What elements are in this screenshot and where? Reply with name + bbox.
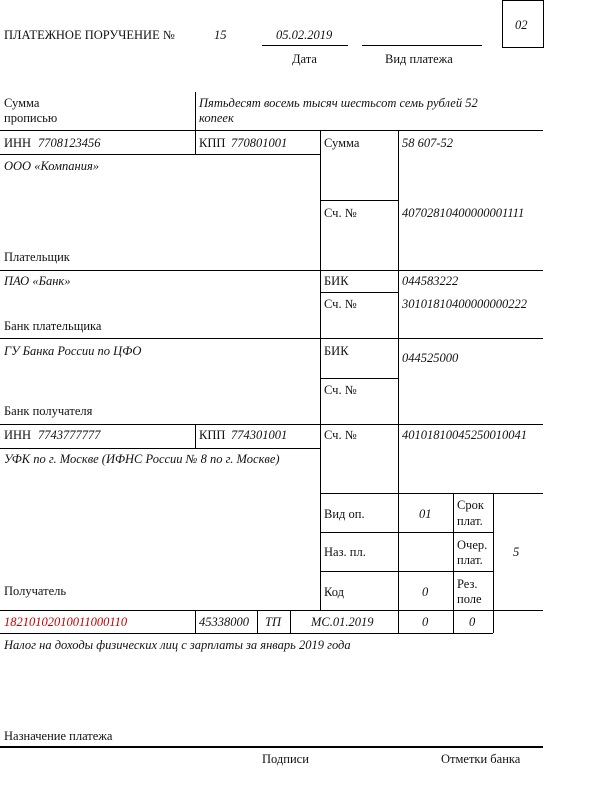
tax-basis: ТП — [265, 615, 281, 629]
amount-words-line-2: копеек — [199, 111, 234, 125]
payer-name: ООО «Компания» — [4, 159, 100, 173]
payer-account: 40702810400000001111 — [402, 206, 525, 220]
recipient-label: Получатель — [4, 584, 67, 598]
recipient-account: 40101810045250010041 — [402, 428, 527, 442]
oktmo: 45338000 — [199, 615, 249, 629]
recipient-name: УФК по г. Москве (ИФНС России № 8 по г. Москве) — [4, 452, 280, 466]
payer-bank-name: ПАО «Банк» — [4, 274, 71, 288]
order-label-2: плат. — [457, 553, 483, 567]
document-date: 05.02.2019 — [276, 28, 333, 42]
code-label: Код — [324, 585, 344, 599]
recipient-bank-label: Банк получателя — [4, 404, 93, 418]
payer-sum-label: Сумма — [324, 136, 360, 150]
reserve-label-2: поле — [457, 592, 482, 606]
recipient-account-label: Сч. № — [324, 428, 357, 442]
order-value: 5 — [513, 545, 520, 559]
kbk: 18210102010011000110 — [4, 615, 128, 629]
recipient-kpp: 774301001 — [231, 428, 288, 442]
payer-inn: 7708123456 — [38, 136, 101, 150]
amount-words-label-2: прописью — [4, 111, 58, 125]
payment-type-underline — [362, 45, 482, 46]
payer-bank-bik: 044583222 — [402, 274, 459, 288]
term-label-1: Срок — [457, 498, 484, 512]
document-title: ПЛАТЕЖНОЕ ПОРУЧЕНИЕ № — [4, 28, 175, 42]
op-type: 01 — [419, 507, 432, 521]
purpose-code-label: Наз. пл. — [324, 545, 366, 559]
recipient-kpp-label: КПП — [199, 428, 226, 442]
payer-bank-account-label: Сч. № — [324, 297, 357, 311]
payer-bank-label: Банк плательщика — [4, 319, 102, 333]
payer-kpp: 770801001 — [231, 136, 288, 150]
recipient-bank-bik: 044525000 — [402, 351, 459, 365]
payer-account-label: Сч. № — [324, 206, 357, 220]
recipient-bank-bik-label: БИК — [324, 344, 349, 358]
order-label-1: Очер. — [457, 538, 488, 552]
payer-sum: 58 607-52 — [402, 136, 454, 150]
amount-words-label-1: Сумма — [4, 96, 40, 110]
payment-purpose-label: Назначение платежа — [4, 729, 113, 743]
payer-inn-label: ИНН — [4, 136, 32, 150]
reserve-label-1: Рез. — [457, 577, 478, 591]
recipient-bank-name: ГУ Банка России по ЦФО — [4, 344, 142, 358]
tax-doc-number: 0 — [422, 615, 429, 629]
document-number: 15 — [214, 28, 227, 42]
code-value: 0 — [422, 585, 429, 599]
term-label-2: плат. — [457, 514, 483, 528]
date-label: Дата — [292, 52, 317, 66]
payer-bank-account: 30101810400000000222 — [402, 297, 527, 311]
form-code: 02 — [515, 18, 528, 32]
payment-purpose-text: Налог на доходы физических лиц с зарплаты за январь 2019 года — [4, 638, 351, 652]
payment-type-label: Вид платежа — [385, 52, 453, 66]
payer-label: Плательщик — [4, 250, 70, 264]
payer-kpp-label: КПП — [199, 136, 226, 150]
recipient-inn-label: ИНН — [4, 428, 32, 442]
recipient-inn: 7743777777 — [38, 428, 101, 442]
payer-bank-bik-label: БИК — [324, 274, 349, 288]
recipient-bank-account-label: Сч. № — [324, 383, 357, 397]
amount-words-line-1: Пятьдесят восемь тысяч шестьсот семь рублей 52 — [199, 96, 478, 110]
bank-marks-label: Отметки банка — [441, 752, 521, 766]
tax-period: МС.01.2019 — [311, 615, 374, 629]
signatures-label: Подписи — [262, 752, 309, 766]
op-type-label: Вид оп. — [324, 507, 365, 521]
form-code-box — [502, 0, 544, 48]
tax-doc-date: 0 — [469, 615, 476, 629]
date-underline — [262, 45, 348, 46]
